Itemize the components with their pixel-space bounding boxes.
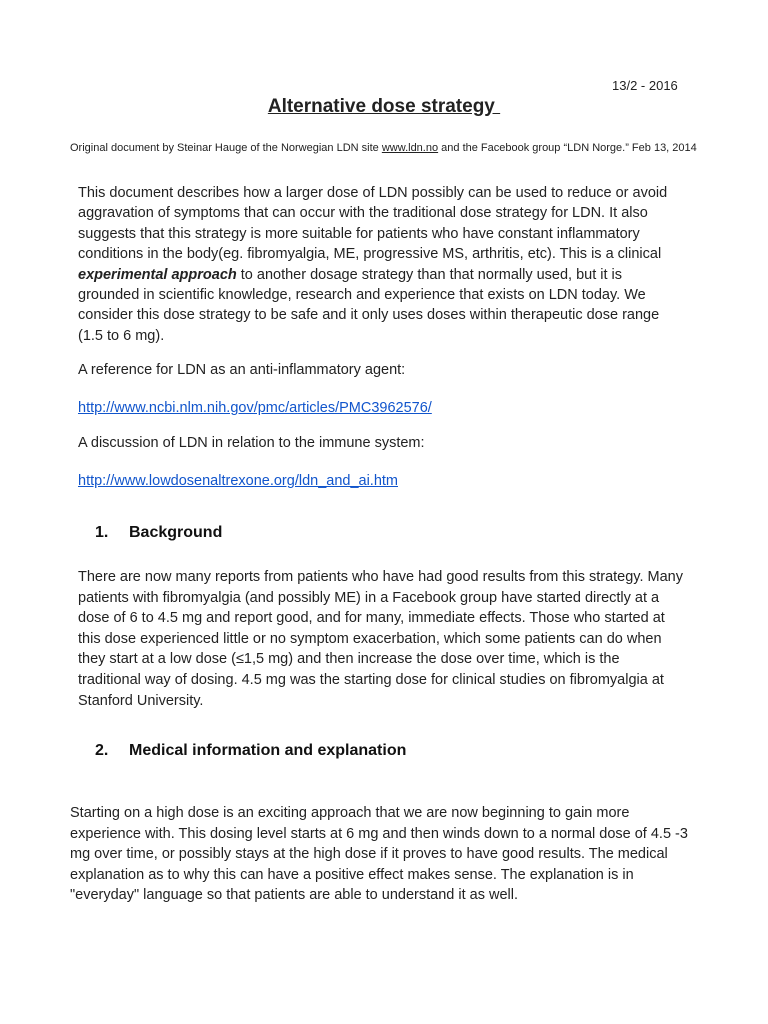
document-title: Alternative dose strategy xyxy=(267,96,501,117)
section-title: Medical information and explanation xyxy=(129,742,407,759)
intro-paragraph xyxy=(78,183,678,346)
intro-text-end: to another dosage strategy than that normally used, but it is grounded in scientific knowledge, research and experience that exists on LDN today. We consider this dose strategy to be safe and it only uses doses within therapeutic dose range (1.5 to 6 mg). xyxy=(78,266,660,344)
section-number: 2. xyxy=(95,742,109,759)
origin-site-link[interactable]: www.ldn.no xyxy=(381,142,439,154)
section-title: Background xyxy=(129,524,223,541)
section-number: 1. xyxy=(95,524,109,541)
reference-label-anti-inflammatory: A reference for LDN as an anti-inflammatory agent: xyxy=(78,362,406,378)
section-heading-background xyxy=(95,524,222,542)
intro-text-start: This document describes how a larger dose of LDN possibly can be used to reduce or avoid aggravation of symptoms that can occur with the traditional dose strategy for LDN. It also suggests that this strategy is more suitable for patients who have constant inflammatory conditions in the body(eg. fibromyalgia, ME, progressive MS, arthritis, etc). This is a clinical xyxy=(78,185,668,263)
reference-link-ncbi[interactable]: http://www.ncbi.nlm.nih.gov/pmc/articles/PMC3962576/ xyxy=(78,400,432,416)
document-date: 13/2 - 2016 xyxy=(612,78,678,93)
intro-emphasis: experimental approach xyxy=(78,266,237,283)
background-paragraph: There are now many reports from patients who have had good results from this strategy. Many patients with fibromyalgia (and possibly ME) in a Facebook group have started directly at a dose of 6 to 4.5 mg and report good, and for many, immediate effects. Those who started at this dose experienced little or no symptom exacerbation, which some patients can do when they start at a low dose (≤1,5 mg) and then increase the dose over time, which is the traditional way of dosing. 4.5 mg was the starting dose for clinical studies on fibromyalgia at Stanford University. xyxy=(78,569,683,709)
origin-suffix: and the Facebook group “LDN Norge.” Feb 13, 2014 xyxy=(438,142,697,154)
section-heading-medical-information xyxy=(95,742,406,760)
origin-note xyxy=(70,141,700,155)
reference-label-immune-system: A discussion of LDN in relation to the immune system: xyxy=(78,435,425,451)
medical-information-paragraph: Starting on a high dose is an exciting approach that we are now beginning to gain more experience with. This dosing level starts at 6 mg and then winds down to a normal dose of 4.5 -3 mg over time, or possibly stays at the high dose if it proves to have good results. The medical explanation as to why this can have a positive effect makes sense. The explanation is in "everyday" language so that patients are able to understand it as well. xyxy=(70,805,688,904)
reference-link-lowdosenaltrexone[interactable]: http://www.lowdosenaltrexone.org/ldn_and_ai.htm xyxy=(78,473,398,489)
origin-prefix: Original document by Steinar Hauge of the Norwegian LDN site xyxy=(70,142,382,154)
